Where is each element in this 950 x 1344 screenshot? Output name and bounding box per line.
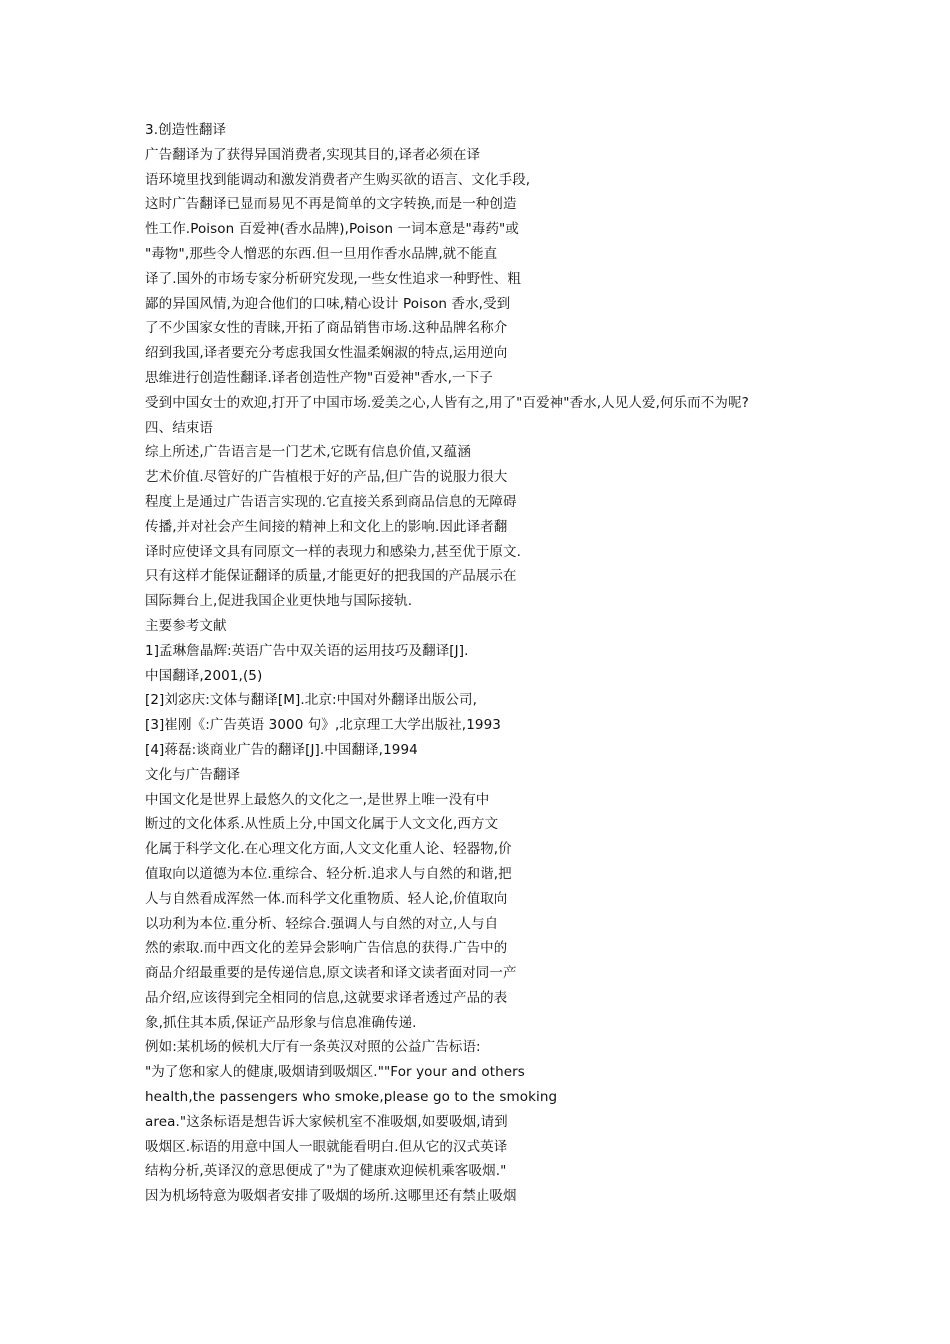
text-line: 断过的文化体系.从性质上分,中国文化属于人文文化,西方文 bbox=[145, 816, 499, 833]
text-line: 综上所述,广告语言是一门艺术,它既有信息价值,又蕴涵 bbox=[145, 444, 471, 461]
reference-item: 1]孟琳詹晶辉:英语广告中双关语的运用技巧及翻译[J]. bbox=[145, 642, 469, 659]
text-line: 例如:某机场的候机大厅有一条英汉对照的公益广告标语: bbox=[145, 1039, 481, 1056]
text-line: 以功利为本位.重分析、轻综合.强调人与自然的对立,人与自 bbox=[145, 915, 499, 932]
text-line: 只有这样才能保证翻译的质量,才能更好的把我国的产品展示在 bbox=[145, 568, 517, 585]
text-line: 因为机场特意为吸烟者安排了吸烟的场所.这哪里还有禁止吸烟 bbox=[145, 1188, 517, 1205]
reference-item: 中国翻译,2001,(5) bbox=[145, 667, 263, 684]
document-page bbox=[145, 118, 825, 1209]
section-heading-conclusion: 四、结束语 bbox=[145, 419, 213, 436]
text-line: 传播,并对社会产生间接的精神上和文化上的影响.因此译者翻 bbox=[145, 518, 508, 535]
section-heading-creative-translation: 3.创造性翻译 bbox=[145, 122, 227, 138]
text-line: 思维进行创造性翻译.译者创造性产物"百爱神"香水,一下子 bbox=[145, 369, 493, 386]
reference-item: [4]蒋磊:谈商业广告的翻译[J].中国翻译,1994 bbox=[145, 741, 418, 758]
text-line: 商品介绍最重要的是传递信息,原文读者和译文读者面对同一产 bbox=[145, 965, 517, 982]
text-line: 语环境里找到能调动和激发消费者产生购买欲的语言、文化手段, bbox=[145, 171, 531, 188]
text-line: "为了您和家人的健康,吸烟请到吸烟区.""For your and others bbox=[145, 1064, 525, 1081]
text-line: health,the passengers who smoke,please go to the smoking bbox=[145, 1089, 558, 1106]
text-line: 绍到我国,译者要充分考虑我国女性温柔娴淑的特点,运用逆向 bbox=[145, 345, 508, 362]
text-line: 鄙的异国风情,为迎合他们的口味,精心设计 Poison 香水,受到 bbox=[145, 295, 511, 312]
section-heading-references: 主要参考文献 bbox=[145, 617, 227, 634]
text-line: 人与自然看成浑然一体.而科学文化重物质、轻人论,价值取向 bbox=[145, 890, 508, 907]
section-heading-culture: 文化与广告翻译 bbox=[145, 766, 241, 783]
text-line: 国际舞台上,促进我国企业更快地与国际接轨. bbox=[145, 593, 413, 610]
text-line: 性工作.Poison 百爱神(香水品牌),Poison 一词本意是"毒药"或 bbox=[145, 221, 519, 238]
text-line: 受到中国女士的欢迎,打开了中国市场.爱美之心,人皆有之,用了"百爱神"香水,人见人爱,何乐而不为呢? bbox=[145, 394, 749, 411]
text-line: 中国文化是世界上最悠久的文化之一,是世界上唯一没有中 bbox=[145, 791, 490, 808]
text-line: 结构分析,英译汉的意思便成了"为了健康欢迎候机乘客吸烟." bbox=[145, 1163, 507, 1180]
text-line: 值取向以道德为本位.重综合、轻分析.追求人与自然的和谐,把 bbox=[145, 865, 512, 882]
reference-item: [3]崔刚《:广告英语 3000 句》,北京理工大学出版社,1993 bbox=[145, 717, 501, 734]
text-line: 吸烟区.标语的用意中国人一眼就能看明白.但从它的汉式英译 bbox=[145, 1138, 508, 1155]
text-line: 程度上是通过广告语言实现的.它直接关系到商品信息的无障碍 bbox=[145, 493, 517, 510]
text-line: "毒物",那些令人憎恶的东西.但一旦用作香水品牌,就不能直 bbox=[145, 245, 498, 262]
text-line: 象,抓住其本质,保证产品形象与信息准确传递. bbox=[145, 1014, 417, 1031]
text-line: area."这条标语是想告诉大家候机室不准吸烟,如要吸烟,请到 bbox=[145, 1113, 508, 1130]
text-line: 艺术价值.尽管好的广告植根于好的产品,但广告的说服力很大 bbox=[145, 469, 508, 486]
text-line: 译时应使译文具有同原文一样的表现力和感染力,甚至优于原文. bbox=[145, 543, 521, 560]
text-line: 了不少国家女性的青睐,开拓了商品销售市场.这种品牌名称介 bbox=[145, 320, 508, 337]
text-line: 广告翻译为了获得异国消费者,实现其目的,译者必须在译 bbox=[145, 146, 481, 163]
text-line: 品介绍,应该得到完全相同的信息,这就要求译者透过产品的表 bbox=[145, 989, 508, 1006]
text-line: 译了.国外的市场专家分析研究发现,一些女性追求一种野性、粗 bbox=[145, 270, 521, 287]
text-line: 化属于科学文化.在心理文化方面,人文文化重人论、轻器物,价 bbox=[145, 841, 512, 858]
reference-item: [2]刘宓庆:文体与翻译[M].北京:中国对外翻译出版公司, bbox=[145, 692, 477, 709]
text-line: 然的索取.而中西文化的差异会影响广告信息的获得.广告中的 bbox=[145, 940, 508, 957]
text-line: 这时广告翻译已显而易见不再是简单的文字转换,而是一种创造 bbox=[145, 196, 517, 213]
